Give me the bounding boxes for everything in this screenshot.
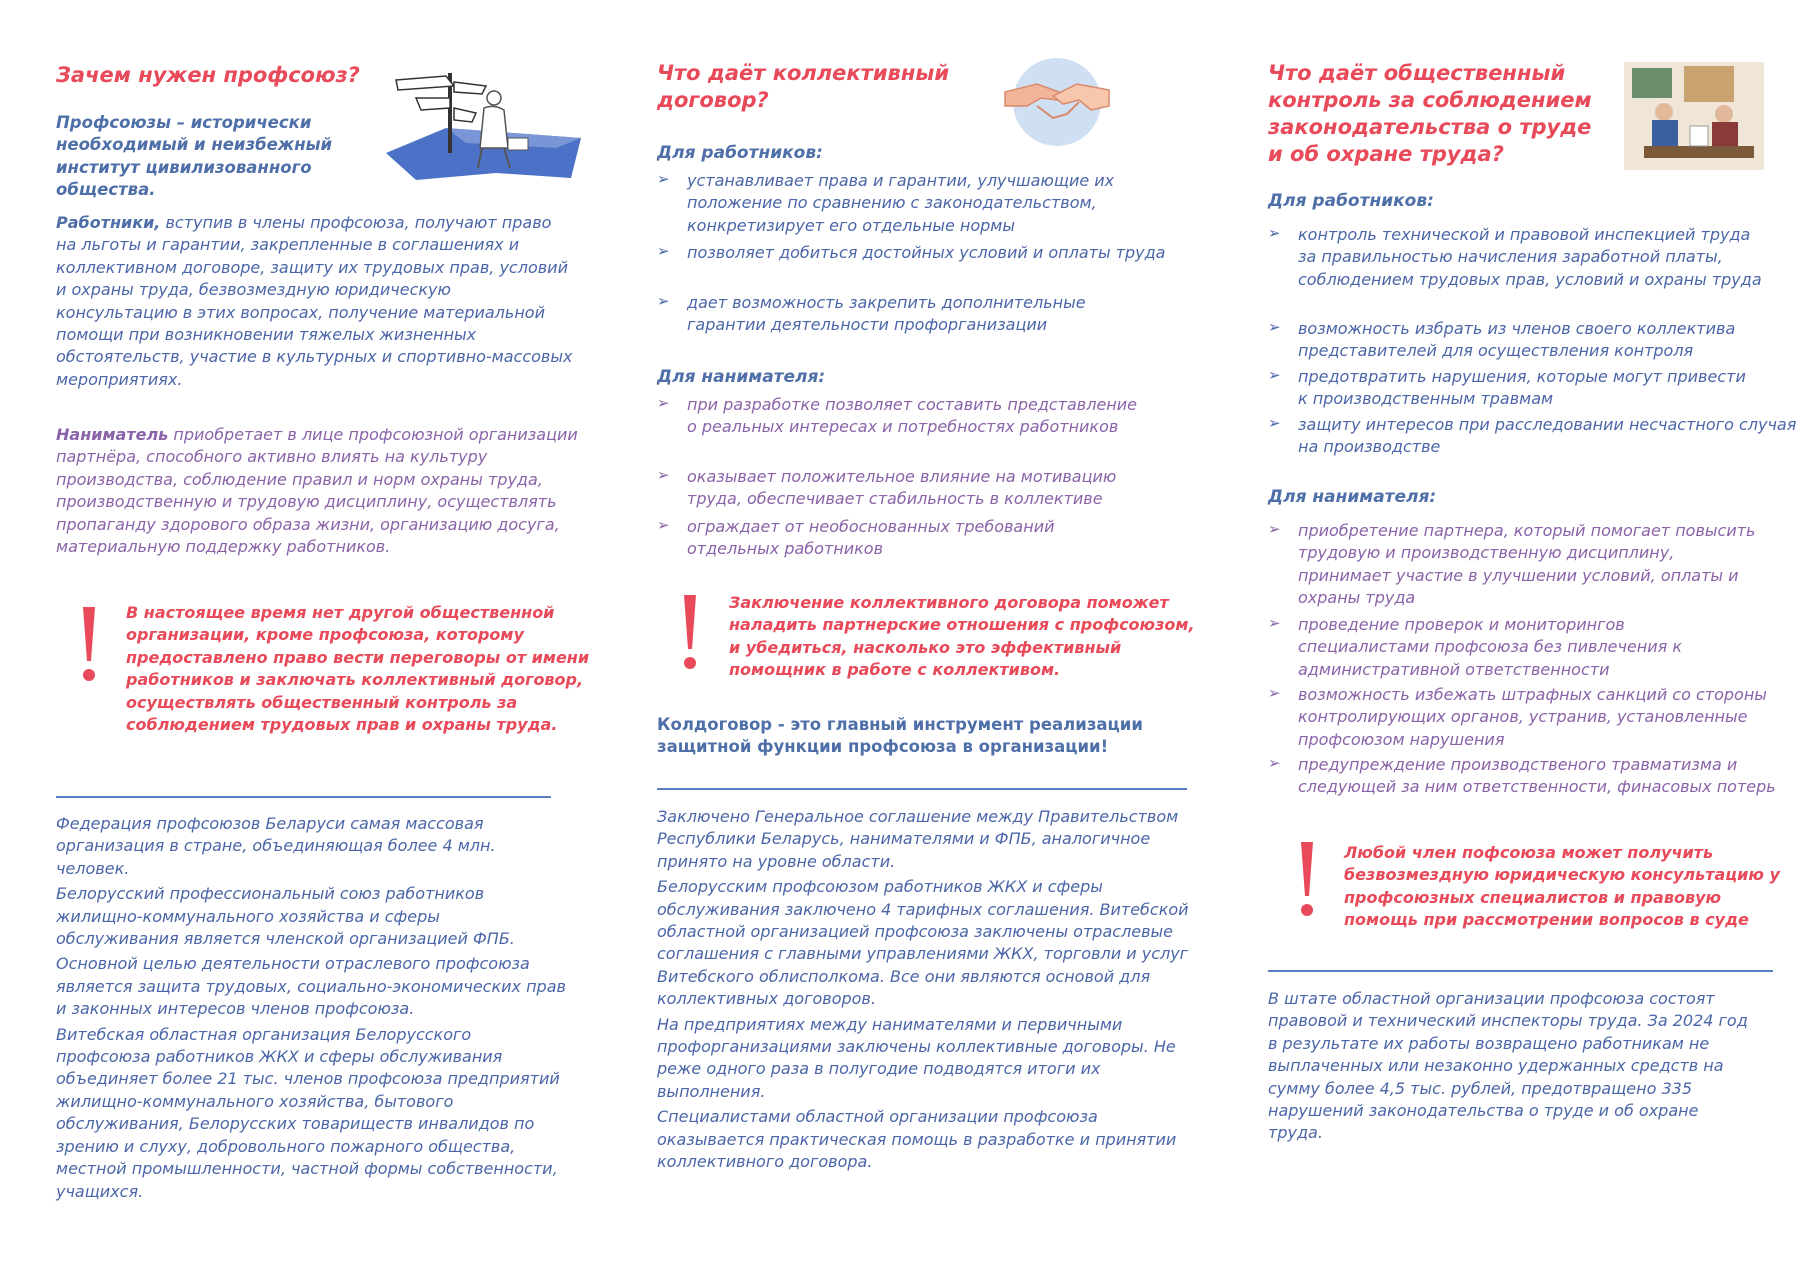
agreement-note: Заключение коллективного договора поможет наладить партнерские отношения с профсоюзом, и убедиться, насколько это эффективный помощник в работе с коллективом.	[729, 593, 1195, 680]
col2-info	[657, 806, 1197, 1177]
arrow-icon: ➢	[1268, 520, 1281, 538]
divider	[1268, 970, 1773, 972]
arrow-icon: ➢	[657, 170, 670, 188]
employer-item: ➢ предупреждение производственого травматизма и следующей за ним ответственности, финасовых потерь	[1268, 754, 1776, 797]
workers-label: Для работников:	[657, 143, 823, 163]
why-union-title: Зачем нужен профсоюз?	[56, 63, 360, 87]
workers-item: ➢ устанавливает права и гарантии, улучшающие их положение по сравнению с законодательством, конкретизирует его отдельные нормы	[657, 170, 1115, 235]
collective-agreement-title: Что даёт коллективный договор?	[657, 61, 950, 112]
exclamation-icon	[1298, 840, 1316, 920]
arrow-icon: ➢	[1268, 684, 1281, 702]
workers-text: вступив в члены профсоюза, получают право на льготы и гарантии, закрепленные в соглашениях и коллективном договоре, защиту их трудовых прав, условий и охраны труда, безвозмездную юридическую консультацию в этих вопросах, получение материальной помощи при возникновении тяжелых жизненных обстоятельств, участие в культурных и спортивно-массовых мероприятиях.	[56, 213, 573, 389]
arrow-icon: ➢	[1268, 224, 1281, 242]
employer-item: ➢ проведение проверок и мониторингов специалистами профсоюза без пивлечения к административной ответственности	[1268, 614, 1683, 679]
employer-item: ➢ ограждает от необоснованных требований отдельных работников	[657, 516, 1055, 559]
arrow-icon: ➢	[657, 292, 670, 310]
arrow-icon: ➢	[657, 394, 670, 412]
legal-aid-note: Любой член пофсоюза может получить безвозмездную юридическую консультацию у профсоюзных специалистов и правовую помощь при рассмотрении вопросов в суде	[1344, 843, 1780, 930]
employer-label: Для нанимателя:	[1268, 487, 1437, 507]
arrow-icon: ➢	[1268, 414, 1281, 432]
workers-item: ➢ контроль технической и правовой инспекцией труда за правильностью начисления заработной платы, соблюдением трудовых прав, условий и охраны труда	[1268, 224, 1762, 289]
arrow-icon: ➢	[1268, 318, 1281, 336]
arrow-icon: ➢	[1268, 366, 1281, 384]
office-workers-illustration	[1624, 62, 1764, 170]
employer-label: Для нанимателя:	[657, 367, 826, 387]
workers-paragraph	[56, 212, 576, 391]
info-paragraph: Специалистами областной организации профсоюза оказывается практическая помощь в разработке и принятии коллективного договора.	[657, 1107, 1177, 1172]
workers-lead: Работники,	[56, 213, 161, 232]
union-note: В настоящее время нет другой общественной организации, кроме профсоюза, которому предоставлено право вести переговоры от имени работников и заключать коллективный договор, осуществлять общественный контроль за соблюдением трудовых прав и охраны труда.	[126, 603, 590, 735]
employer-item: ➢ оказывает положительное влияние на мотивацию труда, обеспечивает стабильность в коллективе	[657, 466, 1117, 509]
employer-text: приобретает в лице профсоюзной организации партнёра, способного активно влиять на культуру производства, соблюдение правил и норм охраны труда, производственную и трудовую дисциплину, осуществлять пропаганду здорового образа жизни, организацию досуга, материальную поддержку работников.	[56, 425, 578, 557]
arrow-icon: ➢	[657, 466, 670, 484]
why-union-intro: Профсоюзы – исторически необходимый и неизбежный институт цивилизованного общества.	[56, 113, 333, 200]
exclamation-icon	[80, 605, 98, 685]
workers-item: ➢ предотвратить нарушения, которые могут привести к производственным травмам	[1268, 366, 1746, 409]
employer-lead: Наниматель	[56, 425, 169, 444]
col3-info: В штате областной организации профсоюза состоят правовой и технический инспекторы труда. За 2024 год в результате их работы возвращено работникам не выплаченных или незаконно удержанных средств на сумму более 4,5 тыс. рублей, предотвращено 335 нарушений законодательства о труде и об охране труда.	[1268, 989, 1748, 1143]
arrow-icon: ➢	[657, 516, 670, 534]
info-paragraph: Белорусским профсоюзом работников ЖКХ и сферы обслуживания заключено 4 тарифных соглашения. Витебской областной организацией профсоюза заключены отраслевые соглашения с главными управлениями ЖКХ, торговли и услуг Витебского облисполкома. Все они являются основой для коллективных договоров.	[657, 877, 1189, 1009]
employer-item: ➢ возможность избежать штрафных санкций со стороны контролирующих органов, устранив, установленные профсоюзом нарушения	[1268, 684, 1767, 749]
info-paragraph: Витебская областная организация Белорусского профсоюза работников ЖКХ и сферы обслуживания объединяет более 21 тыс. членов профсоюза предприятий жилищно-коммунального хозяйства, бытового обслуживания, Белорусских товариществ инвалидов по зрению и слуху, добровольного пожарного общества, местной промышленности, частной формы собственности, учащихся.	[56, 1024, 560, 1201]
agreement-statement: Колдоговор - это главный инструмент реализации защитной функции профсоюза в организации!	[657, 715, 1143, 757]
employer-paragraph	[56, 424, 581, 558]
workers-item: ➢ возможность избрать из членов своего коллектива представителей для осуществления контроля	[1268, 318, 1736, 361]
workers-item: ➢ позволяет добиться достойных условий и оплаты труда	[657, 242, 1166, 262]
info-paragraph: Основной целью деятельности отраслевого профсоюза является защита трудовых, социально-экономических прав и законных интересов членов профсоюза.	[56, 954, 566, 1019]
divider	[657, 788, 1187, 790]
info-paragraph: Заключено Генеральное соглашение между Правительством Республики Беларусь, нанимателями и ФПБ, аналогичное принято на уровне области.	[657, 807, 1179, 871]
arrow-icon: ➢	[1268, 754, 1281, 772]
col1-info	[56, 813, 566, 1206]
workers-label: Для работников:	[1268, 191, 1434, 211]
workers-item: ➢ защиту интересов при расследовании несчастного случая на производстве	[1268, 414, 1797, 457]
info-paragraph: На предприятиях между нанимателями и первичными профорганизациями заключены коллективные договоры. Не реже одного раза в полугодие подводятся итоги их выполнения.	[657, 1014, 1176, 1101]
public-control-title: Что даёт общественный контроль за соблюдением законодательства о труде и об охране труда?	[1268, 61, 1592, 166]
info-paragraph: Федерация профсоюзов Беларуси самая массовая организация в стране, объединяющая более 4 млн. человек.	[56, 814, 496, 878]
divider	[56, 796, 551, 798]
signpost-illustration	[376, 68, 586, 183]
employer-item: ➢ при разработке позволяет составить представление о реальных интересах и потребностях работников	[657, 394, 1137, 437]
handshake-icon	[997, 50, 1117, 150]
info-paragraph: Белорусский профессиональный союз работников жилищно-коммунального хозяйства и сферы обслуживания является членской организацией ФПБ.	[56, 884, 515, 949]
exclamation-icon	[681, 593, 699, 673]
workers-item: ➢ дает возможность закрепить дополнительные гарантии деятельности профорганизации	[657, 292, 1086, 335]
arrow-icon: ➢	[657, 242, 670, 260]
employer-item: ➢ приобретение партнера, который помогает повысить трудовую и производственную дисциплину, принимает участие в улучшении условий, оплаты и охраны труда	[1268, 520, 1756, 608]
arrow-icon: ➢	[1268, 614, 1281, 632]
